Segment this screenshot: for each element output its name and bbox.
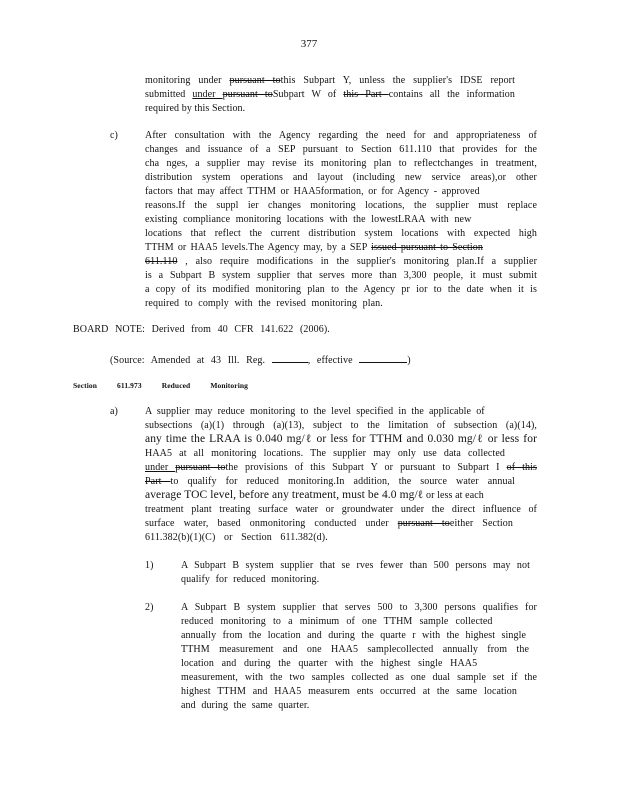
struck-text: pursuant to: [175, 462, 226, 473]
underlined-text: under: [192, 89, 223, 100]
struck-text: 611.110: [145, 256, 178, 267]
subsection-c-line-6: reasons.If the suppl ier changes monitoring locations, the supplier must replace: [145, 200, 537, 211]
text-run: contains all the information: [388, 89, 515, 100]
paragraph-1-line-1: A Subpart B system supplier that se rves fewer than 500 persons may not: [181, 560, 530, 571]
subsection-c-line-12: a copy of its modified monitoring plan to the Agency pr ior to the date when it is: [145, 284, 537, 295]
text-run: , effective: [307, 355, 360, 366]
section-title: Monitoring: [210, 381, 248, 390]
text-run: , also require modifications in the supplier's monitoring plan.If a supplier: [177, 256, 537, 267]
text-run: average TOC level, before any treatment, must be 4.0 mg/ℓ: [145, 489, 424, 501]
subsection-a-line-7: [145, 489, 484, 502]
subsection-c-line-1: After consultation with the Agency regarding the need for and appropriateness of: [145, 130, 537, 141]
struck-text: this Part: [343, 89, 389, 100]
continuation-line-2: [145, 89, 515, 101]
paragraph-2-line-5: location and during the quarter with the highest single HAA5: [181, 658, 478, 669]
section-title: Reduced: [161, 381, 191, 390]
page-number: 377: [300, 38, 318, 50]
subsection-c-label: c): [110, 130, 118, 141]
paragraph-1-line-2: qualify for reduced monitoring.: [181, 574, 320, 585]
struck-text: Part: [145, 476, 171, 487]
subsection-c-line-7: existing compliance monitoring locations with the lowestLRAA with new: [145, 214, 472, 225]
paragraph-2-line-1: A Subpart B system supplier that serves 500 to 3,300 persons qualifies for: [181, 602, 537, 613]
struck-text: of this: [506, 462, 537, 473]
paragraph-2-line-3: annually from the location and during the quarte r with the highest single: [181, 630, 526, 641]
text-run: monitoring under: [145, 75, 230, 86]
struck-text: issued pursuant to Section: [371, 242, 483, 253]
subsection-c-line-2: changes and issuance of a SEP pursuant to Section 611.110 that provides for the: [145, 144, 537, 155]
subsection-c-line-10: [145, 256, 537, 268]
board-note: BOARD NOTE: Derived from 40 CFR 141.622 (2006).: [73, 324, 330, 335]
subsection-a-line-9: [145, 518, 513, 530]
text-run: ): [407, 355, 411, 366]
text-run: either Section: [449, 518, 513, 529]
continuation-line-1: [145, 75, 515, 87]
section-label: Section: [73, 381, 98, 390]
subsection-a-line-6: [145, 476, 515, 488]
struck-text: pursuant to: [229, 75, 281, 86]
text-run: submitted: [145, 89, 193, 100]
text-run: (Source: Amended at 43 Ill. Reg.: [110, 355, 272, 366]
paragraph-2-line-4: TTHM measurement and one HAA5 samplecollected annually from the: [181, 644, 529, 655]
text-run: TTHM or HAA5 levels.The Agency may, by a SEP: [145, 242, 372, 253]
text-run: to qualify for reduced monitoring.In addition, the source water annual: [170, 476, 516, 487]
subsection-a-line-2: subsections (a)(1) through (a)(13), subject to the limitation of subsection (a)(14),: [145, 420, 537, 431]
subsection-c-line-5: factors that may affect TTHM or HAA5formation, or for Agency - approved: [145, 186, 480, 197]
struck-text: pursuant to: [222, 89, 273, 100]
source-note: [110, 353, 411, 367]
text-run: surface water, based onmonitoring conducted under: [145, 518, 398, 529]
paragraph-2-line-6: measurement, with the two samples collected as one dual sample set if the: [181, 672, 537, 683]
subsection-c-line-4: distribution system operations and layout (including new service areas),or other: [145, 172, 537, 183]
section-heading: [73, 380, 248, 392]
subsection-a-line-4: HAA5 at all monitoring locations. The supplier may only use data collected: [145, 448, 505, 459]
continuation-line-3: required by this Section.: [145, 103, 246, 114]
subsection-c-line-9: [145, 242, 537, 254]
subsection-a-line-10: 611.382(b)(1)(C) or Section 611.382(d).: [145, 532, 328, 543]
struck-text: pursuant to: [397, 518, 450, 529]
paragraph-2-line-7: highest TTHM and HAA5 measurem ents occurred at the same location: [181, 686, 517, 697]
text-run: or less at each: [423, 490, 484, 501]
paragraph-2-line-2: reduced monitoring to a minimum of one TTHM sample collected: [181, 616, 493, 627]
subsection-c-line-11: is a Subpart B system supplier that serves more than 3,300 people, it must submit: [145, 270, 537, 281]
text-run: this Subpart Y, unless the supplier's IDSE report: [280, 75, 515, 86]
text-run: the provisions of this Subpart Y or pursuant to Subpart I: [225, 462, 507, 473]
underlined-text: under: [145, 462, 176, 473]
subsection-a-line-3: any time the LRAA is 0.040 mg/ℓ or less for TTHM and 0.030 mg/ℓ or less for: [145, 433, 537, 445]
paragraph-2-label: 2): [145, 602, 154, 613]
subsection-c-line-3: cha nges, a supplier may revise its monitoring plan to reflectchanges in treatment,: [145, 158, 537, 169]
section-number: 611.973: [117, 381, 142, 390]
subsection-c-line-8: locations that reflect the current distribution system locations with expected high: [145, 228, 537, 239]
paragraph-1-label: 1): [145, 560, 154, 571]
subsection-a-line-5: [145, 462, 537, 474]
date-blank: [272, 353, 308, 363]
subsection-a-line-8: treatment plant treating surface water or groundwater under the direct influence of: [145, 504, 537, 515]
subsection-c-line-13: required to comply with the revised monitoring plan.: [145, 298, 383, 309]
text-run: Subpart W of: [272, 89, 344, 100]
date-blank: [359, 353, 407, 363]
paragraph-2-line-8: and during the same quarter.: [181, 700, 310, 711]
subsection-a-label: a): [110, 406, 118, 417]
subsection-a-line-1: A supplier may reduce monitoring to the level specified in the applicable of: [145, 406, 485, 417]
